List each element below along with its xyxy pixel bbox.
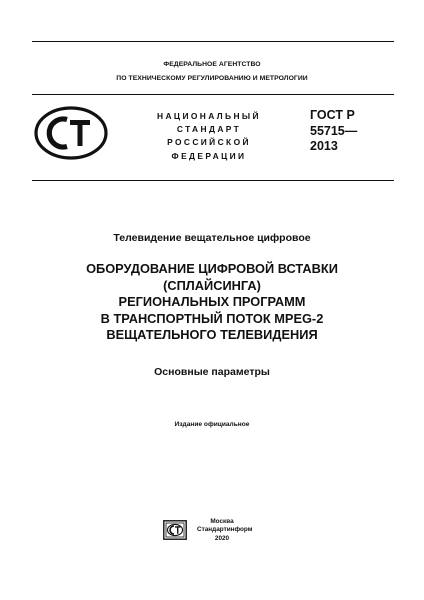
section-rule <box>32 180 394 181</box>
top-rule <box>32 41 394 42</box>
agency-name-line-1: ФЕДЕРАЛЬНОЕ АГЕНТСТВО <box>163 61 261 68</box>
national-line: НАЦИОНАЛЬНЫЙ <box>157 111 261 121</box>
publisher-line: Москва <box>210 518 234 525</box>
agency-name-line-2: ПО ТЕХНИЧЕСКОМУ РЕГУЛИРОВАНИЮ И МЕТРОЛОГИИ <box>116 75 308 82</box>
publisher-line: Стандартинформ <box>197 526 253 534</box>
title-line: ОБОРУДОВАНИЕ ЦИФРОВОЙ ВСТАВКИ <box>86 261 338 276</box>
document-subtitle: Телевидение вещательное цифровое <box>113 232 311 244</box>
document-params: Основные параметры <box>154 366 270 378</box>
publisher-line: 2020 <box>214 534 230 542</box>
national-line: РОССИЙСКОЙ <box>167 137 251 148</box>
national-line: ФЕДЕРАЦИИ <box>171 150 247 161</box>
national-line: СТАНДАРТ <box>176 124 242 135</box>
standartinform-logo-icon <box>163 520 187 540</box>
header-rule <box>32 94 394 95</box>
edition-label: Издание официальное <box>174 421 250 428</box>
gost-r-emblem-icon <box>34 106 108 160</box>
gost-line: 55715— <box>310 123 358 138</box>
gost-line: ГОСТ Р <box>310 108 355 122</box>
national-standard-label <box>148 110 270 163</box>
title-line: (СПЛАЙСИНГА) <box>163 277 261 293</box>
document-title <box>0 261 424 344</box>
title-line: В ТРАНСПОРТНЫЙ ПОТОК MPEG-2 <box>100 310 324 326</box>
gost-line: 2013 <box>310 139 338 153</box>
standard-number <box>310 108 357 155</box>
title-line: ВЕЩАТЕЛЬНОГО ТЕЛЕВИДЕНИЯ <box>106 327 318 343</box>
title-line: РЕГИОНАЛЬНЫХ ПРОГРАММ <box>118 294 306 310</box>
publisher-info <box>197 518 253 543</box>
